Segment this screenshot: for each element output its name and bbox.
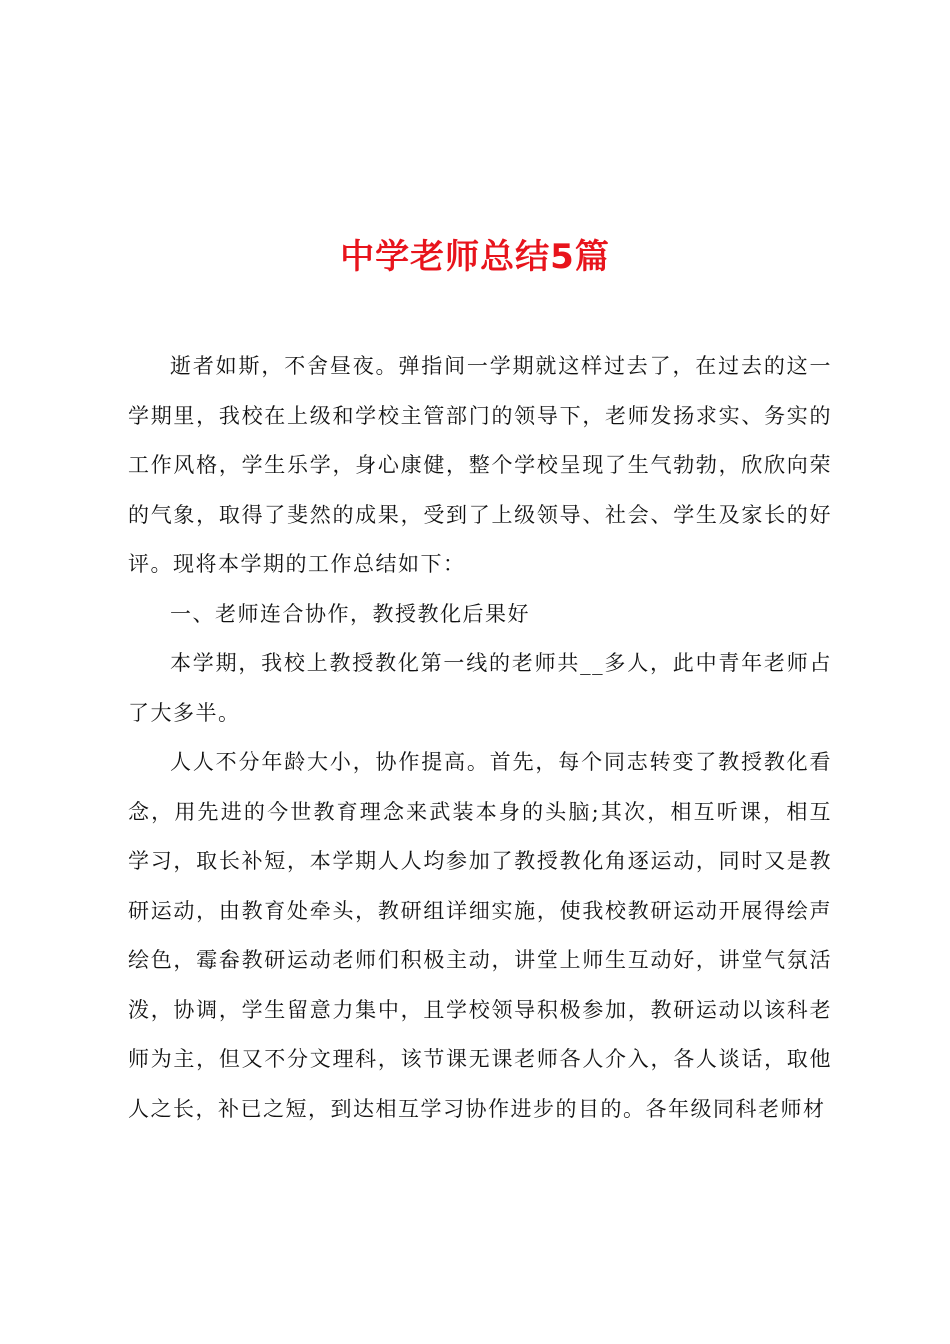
paragraph-staff: 本学期，我校上教授教化第一线的老师共__多人，此中青年老师占了大多半。 [128, 651, 832, 725]
section-heading-1: 一、老师连合协作，教授教化后果好 [170, 601, 530, 626]
document-body [128, 342, 832, 1134]
paragraph-intro: 逝者如斯，不舍昼夜。弹指间一学期就这样过去了，在过去的这一学期里，我校在上级和学校主管部门的领导下，老师发扬求实、务实的工作风格，学生乐学，身心康健，整个学校呈现了生气勃勃，欣欣向荣的气象，取得了斐然的成果，受到了上级领导、社会、学生及家长的好评。现将本学期的工作总结如下： [128, 354, 832, 576]
document-title: 中学老师总结5篇 [340, 236, 610, 277]
paragraph-cooperation: 人人不分年龄大小，协作提高。首先，每个同志转变了教授教化看念，用先进的今世教育理念来武装本身的头脑;其次，相互听课，相互学习，取长补短，本学期人人均参加了教授教化角逐运动，同时又是教研运动，由教育处牵头，教研组详细实施，使我校教研运动开展得绘声绘色，霉畚教研运动老师们积极主动，讲堂上师生互动好，讲堂气氛活泼，协调，学生留意力集中，且学校领导积极参加，教研运动以该科老师为主，但又不分文理科，该节课无课老师各人介入，各人谈话，取他人之长，补已之短，到达相互学习协作进步的目的。各年级同科老师材 [128, 750, 832, 1121]
